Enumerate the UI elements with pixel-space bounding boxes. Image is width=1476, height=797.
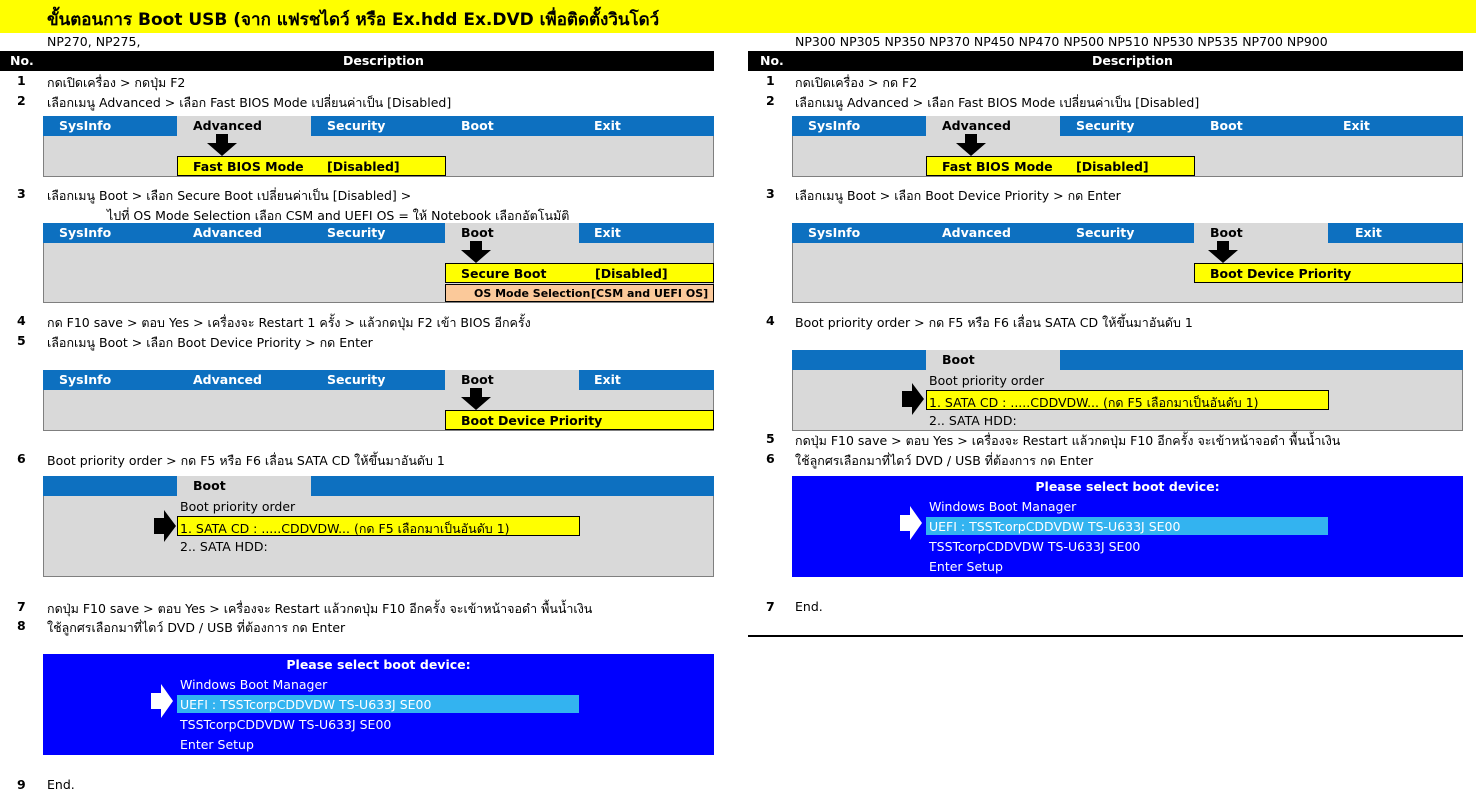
menu-advanced-selected: Advanced: [177, 116, 311, 136]
step-text: กดปุ่ม F10 save > ตอบ Yes > เครื่องจะ Restart แล้วกดปุ่ม F10 อีกครั้ง จะเข้าหน้าจอดำ พื้นน้ำเงิน: [47, 601, 593, 616]
step-number: 6: [17, 451, 26, 466]
no-header: No.: [760, 53, 784, 68]
menu-advanced: Advanced: [193, 225, 262, 240]
menu-security: Security: [327, 372, 386, 387]
step-text: กดเปิดเครื่อง > กดปุ่ม F2: [47, 75, 186, 90]
menu-security: Security: [327, 225, 386, 240]
boot-device-priority-row: Boot Device Priority: [445, 410, 714, 430]
step-text: เลือกเมนู Advanced > เลือก Fast BIOS Mode เปลี่ยนค่าเป็น [Disabled]: [47, 95, 452, 110]
bios-menu-bar: [43, 223, 714, 243]
boot-option: TSSTcorpCDDVDW TS-U633J SE00: [929, 539, 1141, 554]
menu-boot: Boot: [1210, 118, 1243, 133]
right-arrow-white-icon: [900, 506, 922, 540]
right-arrow-icon: [902, 383, 924, 415]
menu-boot: Boot: [461, 118, 494, 133]
priority-item-1: 1. SATA CD : .....CDDVDW... (กด F5 เลือกมาเป็นอันดับ 1): [926, 390, 1329, 410]
menu-advanced: Advanced: [942, 225, 1011, 240]
step-number: 3: [766, 186, 775, 201]
step-number: 1: [766, 73, 775, 88]
priority-item-2: 2.. SATA HDD:: [929, 413, 1017, 428]
step-number: 7: [17, 599, 26, 614]
boot-device-priority-row: Boot Device Priority: [1194, 263, 1463, 283]
menu-exit: Exit: [594, 372, 621, 387]
step-text: กด F10 save > ตอบ Yes > เครื่องจะ Restart 1 ครั้ง > แล้วกดปุ่ม F2 เข้า BIOS อีกครั้ง: [47, 315, 531, 330]
step-number: 6: [766, 451, 775, 466]
menu-boot-selected: Boot: [445, 370, 579, 390]
step-text: กดเปิดเครื่อง > กด F2: [795, 75, 918, 90]
step-text: ไปที่ OS Mode Selection เลือก CSM and UEFI OS = ให้ Notebook เลือกอัตโนมัติ: [107, 208, 570, 223]
secure-boot-row: Secure Boot [Disabled]: [445, 263, 714, 283]
menu-boot-selected: Boot: [926, 350, 1060, 370]
right-arrow-white-icon: [151, 684, 173, 718]
bios-menu-bar: [43, 370, 714, 390]
step-number: 1: [17, 73, 26, 88]
menu-sysinfo: SysInfo: [808, 118, 861, 133]
menu-exit: Exit: [594, 225, 621, 240]
boot-option-selected: UEFI : TSSTcorpCDDVDW TS-U633J SE00: [180, 697, 432, 712]
boot-select-title: Please select boot device:: [1035, 479, 1220, 494]
step-text: Boot priority order > กด F5 หรือ F6 เลื่อน SATA CD ให้ขึ้นมาอันดับ 1: [47, 453, 445, 468]
menu-sysinfo: SysInfo: [808, 225, 861, 240]
step-text: ใช้ลูกศรเลือกมาที่ไดว์ DVD / USB ที่ต้องการ กด Enter: [795, 453, 1094, 468]
step-text: เลือกเมนู Boot > เลือก Secure Boot เปลี่ยนค่าเป็น [Disabled] >: [47, 188, 412, 203]
bios-menu-bar: [792, 350, 1463, 370]
boot-select-title: Please select boot device:: [286, 657, 471, 672]
right-models: NP300 NP305 NP350 NP370 NP450 NP470 NP500 NP510 NP530 NP535 NP700 NP900: [795, 34, 1328, 49]
boot-option: TSSTcorpCDDVDW TS-U633J SE00: [180, 717, 392, 732]
priority-item-2: 2.. SATA HDD:: [180, 539, 268, 554]
menu-sysinfo: SysInfo: [59, 372, 112, 387]
boot-option: Windows Boot Manager: [180, 677, 328, 692]
description-header: Description: [343, 53, 424, 68]
menu-security: Security: [1076, 225, 1135, 240]
fast-bios-mode-row: Fast BIOS Mode [Disabled]: [177, 156, 446, 176]
step-number: 5: [17, 333, 26, 348]
down-arrow-icon: [207, 134, 237, 156]
priority-item-1: 1. SATA CD : .....CDDVDW... (กด F5 เลือกมาเป็นอันดับ 1): [177, 516, 580, 536]
no-header: No.: [10, 53, 34, 68]
boot-option: Windows Boot Manager: [929, 499, 1077, 514]
boot-option-selected: UEFI : TSSTcorpCDDVDW TS-U633J SE00: [929, 519, 1181, 534]
bios-menu-bar: [792, 223, 1463, 243]
title-banner: [0, 0, 1476, 33]
page-title: ขั้นตอนการ Boot USB (จาก แฟรชไดว์ หรือ Ex.hdd Ex.DVD เพื่อติดตั้งวินโดว์: [47, 10, 660, 30]
boot-option: Enter Setup: [929, 559, 1003, 574]
step-number: 4: [17, 313, 26, 328]
menu-advanced: Advanced: [193, 372, 262, 387]
step-number: 9: [17, 777, 26, 792]
right-table-header: [748, 51, 1463, 71]
down-arrow-icon: [461, 241, 491, 263]
step-number: 8: [17, 618, 26, 633]
bios-menu-bar: [792, 116, 1463, 136]
step-text: เลือกเมนู Advanced > เลือก Fast BIOS Mode เปลี่ยนค่าเป็น [Disabled]: [795, 95, 1200, 110]
description-header: Description: [1092, 53, 1173, 68]
left-models: NP270, NP275,: [47, 34, 141, 49]
menu-exit: Exit: [594, 118, 621, 133]
step-text: กดปุ่ม F10 save > ตอบ Yes > เครื่องจะ Restart แล้วกดปุ่ม F10 อีกครั้ง จะเข้าหน้าจอดำ พื้นน้ำเงิน: [795, 433, 1341, 448]
step-number: 2: [766, 93, 775, 108]
step-text: End.: [47, 777, 75, 792]
os-mode-selection-row: OS Mode Selection [CSM and UEFI OS]: [445, 284, 714, 302]
bios-menu-bar: [43, 116, 714, 136]
down-arrow-icon: [1208, 241, 1238, 263]
priority-heading: Boot priority order: [929, 373, 1045, 388]
divider-line: [748, 635, 1463, 637]
step-text: End.: [795, 599, 823, 614]
menu-sysinfo: SysInfo: [59, 225, 112, 240]
boot-option: Enter Setup: [180, 737, 254, 752]
right-arrow-icon: [154, 510, 176, 542]
left-table-header: [0, 51, 714, 71]
step-number: 2: [17, 93, 26, 108]
menu-boot-selected: Boot: [177, 476, 311, 496]
step-text: Boot priority order > กด F5 หรือ F6 เลื่อน SATA CD ให้ขึ้นมาอันดับ 1: [795, 315, 1193, 330]
menu-security: Security: [1076, 118, 1135, 133]
boot-select-screen: [792, 476, 1463, 577]
menu-sysinfo: SysInfo: [59, 118, 112, 133]
priority-heading: Boot priority order: [180, 499, 296, 514]
step-number: 5: [766, 431, 775, 446]
step-text: เลือกเมนู Boot > เลือก Boot Device Priority > กด Enter: [795, 188, 1121, 203]
step-number: 3: [17, 186, 26, 201]
menu-boot-selected: Boot: [445, 223, 579, 243]
step-number: 7: [766, 599, 775, 614]
step-text: เลือกเมนู Boot > เลือก Boot Device Priority > กด Enter: [47, 335, 373, 350]
fast-bios-mode-row: Fast BIOS Mode [Disabled]: [926, 156, 1195, 176]
down-arrow-icon: [461, 388, 491, 410]
step-text: ใช้ลูกศรเลือกมาที่ไดว์ DVD / USB ที่ต้องการ กด Enter: [47, 620, 346, 635]
menu-advanced-selected: Advanced: [926, 116, 1060, 136]
menu-exit: Exit: [1355, 225, 1382, 240]
menu-boot-selected: Boot: [1194, 223, 1328, 243]
bios-menu-bar: [43, 476, 714, 496]
menu-exit: Exit: [1343, 118, 1370, 133]
step-number: 4: [766, 313, 775, 328]
down-arrow-icon: [956, 134, 986, 156]
boot-select-screen: [43, 654, 714, 755]
menu-security: Security: [327, 118, 386, 133]
